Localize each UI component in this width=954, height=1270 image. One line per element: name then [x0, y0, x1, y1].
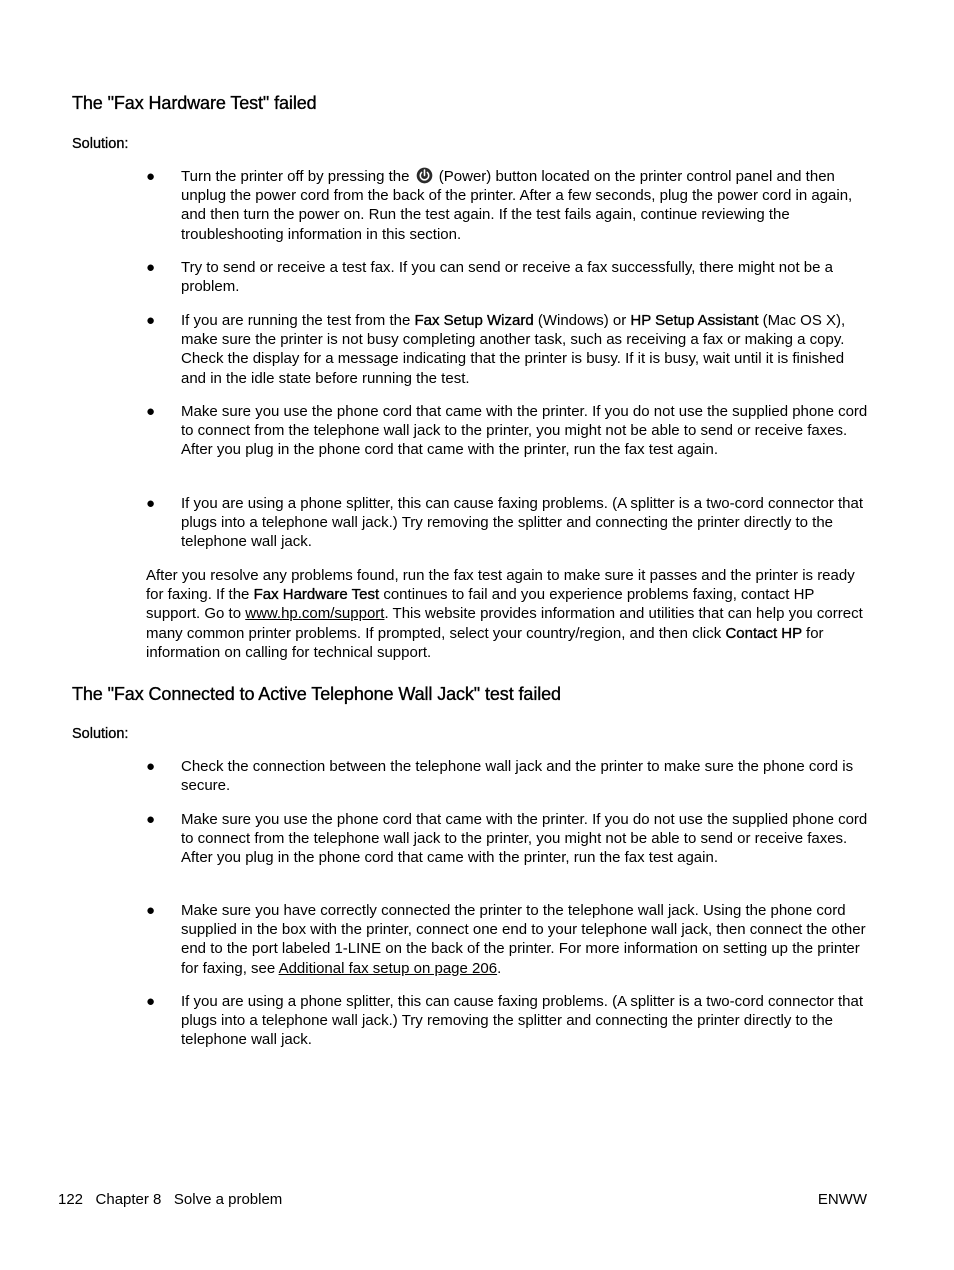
text-run: for information on calling for technical support.	[146, 624, 824, 661]
text-run: (Windows) or	[533, 312, 631, 329]
closing-paragraph	[146, 566, 870, 662]
section-heading-wall-jack-test: The "Fax Connected to Active Telephone Wall Jack" test failed	[72, 684, 561, 704]
bullet-text: Check the connection between the telephone wall jack and the printer to make sure the phone cord is secure.	[181, 758, 854, 795]
text-run: After you resolve any problems found, run the fax test again to make sure it passes and the printer is ready for faxing. If the	[146, 567, 855, 604]
text-run: continues to fail and you experience problems faxing, contact HP support. Go to	[146, 586, 815, 623]
bullet-text: If you are using a phone splitter, this can cause faxing problems. (A splitter is a two-cord connector that plugs into a telephone wall jack.) Try removing the splitter and connecting the printer directly to the telephone wall jack.	[181, 993, 864, 1049]
ui-label-fax-hardware-test: Fax Hardware Test	[253, 586, 380, 604]
bullet-text	[181, 167, 871, 244]
bullet-icon: ●	[146, 495, 156, 512]
bullet-text: If you are using a phone splitter, this can cause faxing problems. (A splitter is a two-cord connector that plugs into a telephone wall jack.) Try removing the splitter and connecting the printer directly to the telephone wall jack.	[181, 495, 864, 551]
text-run: .	[497, 959, 502, 977]
power-icon	[416, 167, 433, 184]
bullet-icon: ●	[146, 993, 156, 1010]
footer-edition: ENWW	[817, 1191, 867, 1208]
bullet-icon: ●	[146, 811, 156, 828]
additional-fax-setup-link[interactable]: Additional fax setup on page 206	[278, 959, 498, 977]
ui-label-hp-setup-assistant: HP Setup Assistant	[630, 312, 759, 329]
ui-label-contact-hp: Contact HP	[725, 624, 802, 642]
bullet-icon: ●	[146, 403, 156, 420]
hp-support-link[interactable]: www.hp.com/support	[245, 605, 385, 623]
bullet-icon: ●	[146, 312, 156, 329]
text-run: If you are running the test from the	[181, 312, 415, 329]
text-run: Make sure you have correctly connected the printer to the telephone wall jack. Using the phone cord supplied in the box with the printer, connect one end to your telephone wall jack, then connect the other end to the port labeled 1-LINE on the back of the printer. For more information on setting up the printer for faxing, see	[181, 902, 866, 977]
ui-label-fax-setup-wizard: Fax Setup Wizard	[414, 312, 534, 329]
solution-label: Solution:	[72, 726, 129, 742]
bullet-icon: ●	[146, 168, 156, 185]
bullet-icon: ●	[146, 758, 156, 775]
bullet-text: Make sure you use the phone cord that came with the printer. If you do not use the supplied phone cord to connect from the telephone wall jack to the printer, you might not be able to send or receive faxes. After you plug in the phone cord that came with the printer, run the fax test again.	[181, 811, 868, 867]
text-run: (Mac OS X), make sure the printer is not busy completing another task, such as receiving a fax or making a copy. Check the display for a message indicating that the printer is busy. If it is busy, wait until it is finished and in the idle state before running the test.	[181, 312, 846, 387]
text-run: Turn the printer off by pressing the	[181, 168, 414, 185]
bullet-icon: ●	[146, 902, 156, 919]
text-run: . This website provides information and utilities that can help you correct many common printer problems. If prompted, select your country/region, and then click	[146, 605, 863, 642]
solution-label: Solution:	[72, 136, 129, 152]
section-heading-fax-hardware-test: The "Fax Hardware Test" failed	[72, 93, 317, 113]
bullet-text	[181, 311, 871, 388]
footer-page-info: 122 Chapter 8 Solve a problem	[58, 1191, 283, 1208]
text-run: (Power) button located on the printer control panel and then unplug the power cord from the back of the printer. After a few seconds, plug the power cord in again, and then turn the power on. Run the test again. If the test fails again, continue reviewing the troubleshooting information in this section.	[181, 168, 853, 243]
bullet-text	[181, 901, 871, 978]
bullet-text: Make sure you use the phone cord that came with the printer. If you do not use the supplied phone cord to connect from the telephone wall jack to the printer, you might not be able to send or receive faxes. After you plug in the phone cord that came with the printer, run the fax test again.	[181, 403, 868, 459]
bullet-text: Try to send or receive a test fax. If you can send or receive a fax successfully, there might not be a problem.	[181, 259, 833, 296]
bullet-icon: ●	[146, 259, 156, 276]
